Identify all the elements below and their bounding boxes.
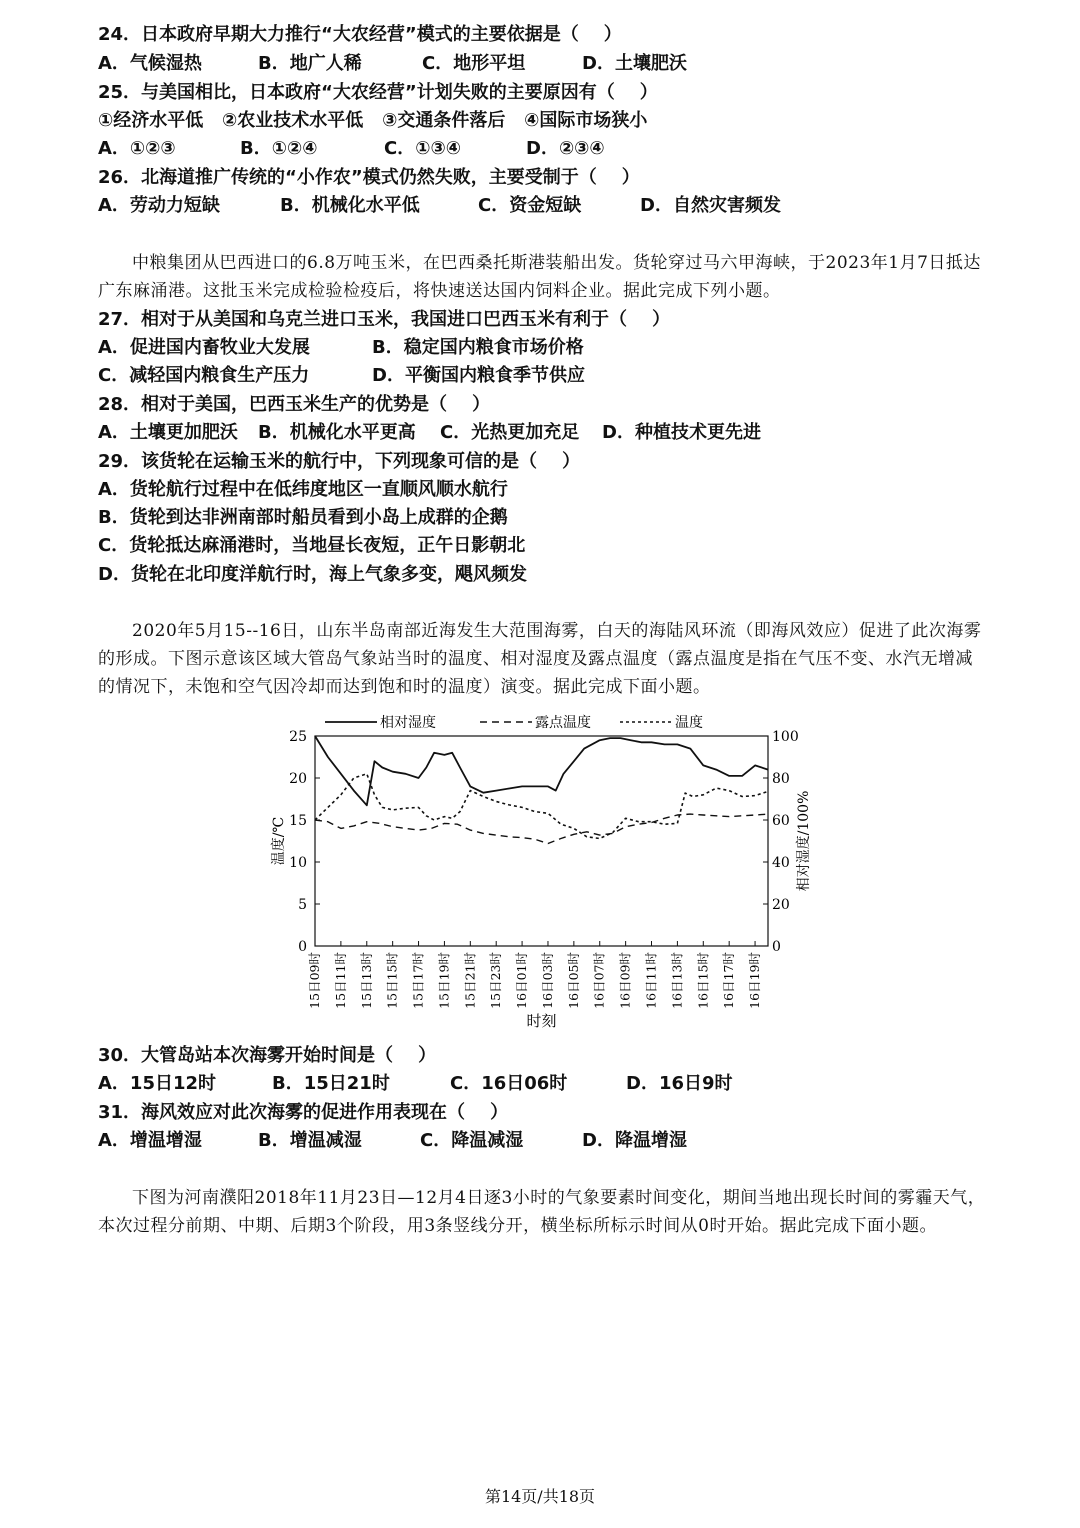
q25-option-b: B．①②④ (240, 138, 318, 159)
right-tick-label: 0 (772, 939, 781, 955)
q24-option-b: B．地广人稀 (258, 53, 362, 74)
legend-label: 温度 (675, 715, 703, 731)
q27-option-d: D．平衡国内粮食季节供应 (372, 365, 585, 386)
x-tick-label: 15日15时 (384, 952, 400, 1009)
x-tick-label: 16日17时 (721, 952, 737, 1009)
page-footer: 第14页/共18页 (484, 1487, 596, 1506)
left-tick-label: 0 (298, 939, 307, 955)
x-tick-label: 16日01时 (514, 952, 530, 1009)
q24-option-d: D．土壤肥沃 (582, 53, 687, 74)
x-axis-title: 时刻 (526, 1012, 557, 1030)
right-tick-label: 40 (772, 855, 790, 871)
q26-stem: 26．北海道推广传统的“小作农”模式仍然失败，主要受制于（ ） (98, 167, 640, 188)
q26-option-c: C．资金短缺 (478, 195, 582, 216)
right-tick-label: 60 (772, 813, 790, 829)
q25-option-a: A．①②③ (98, 138, 176, 159)
q28-option-b: B．机械化水平更高 (258, 422, 416, 443)
q28-stem: 28．相对于美国，巴西玉米生产的优势是（ ） (98, 394, 491, 415)
right-tick-label: 20 (772, 897, 790, 913)
x-tick-label: 16日07时 (591, 952, 607, 1009)
passage-sea-fog: 2020年5月15--16日，山东半岛南部近海发生大范围海雾，白天的海陆风环流（即海风效应）促进了此次海雾的形成。下图示意该区域大管岛气象站当时的温度、相对湿度及露点温度（露点温度是指在气压不变、水汽无增减的情况下，未饱和空气因冷却而达到饱和时的温度）演变。据此完成下面小题。 (98, 621, 982, 697)
x-tick-label: 15日11时 (332, 952, 348, 1009)
q27-option-c: C．减轻国内粮食生产压力 (98, 365, 310, 386)
x-tick-label: 15日09时 (307, 952, 322, 1009)
left-tick-label: 10 (289, 855, 307, 871)
legend-label: 露点温度 (535, 715, 591, 731)
left-tick-label: 20 (289, 771, 307, 787)
q28-option-d: D．种植技术更先进 (602, 422, 761, 443)
x-tick-label: 16日09时 (617, 952, 633, 1009)
series-line-dotted (315, 774, 768, 839)
q26-option-d: D．自然灾害频发 (640, 195, 781, 216)
q27-option-b: B．稳定国内粮食市场价格 (372, 337, 584, 358)
q25-option-d: D．②③④ (526, 138, 605, 159)
q28-option-c: C．光热更加充足 (440, 422, 580, 443)
q30-option-a: A．15日12时 (98, 1073, 217, 1094)
right-tick-label: 80 (772, 771, 790, 787)
right-tick-label: 100 (772, 729, 799, 745)
q30-option-d: D．16日9时 (626, 1073, 733, 1094)
x-tick-label: 15日17时 (410, 952, 426, 1009)
q29-stem: 29．该货轮在运输玉米的航行中，下列现象可信的是（ ） (98, 451, 581, 472)
q28-option-a: A．土壤更加肥沃 (98, 422, 238, 443)
q27-stem: 27．相对于从美国和乌克兰进口玉米，我国进口巴西玉米有利于（ ） (98, 309, 671, 330)
q30-option-c: C．16日06时 (450, 1073, 568, 1094)
x-tick-label: 16日19时 (747, 952, 763, 1009)
x-tick-label: 16日13时 (669, 952, 685, 1009)
passage-haze: 下图为河南濮阳2018年11月23日—12月4日逐3小时的气象要素时间变化，期间当地出现长时间的雾霾天气，本次过程分前期、中期、后期3个阶段，用3条竖线分开，横坐标所标示时间从0时开始。据此完成下面小题。 (98, 1188, 986, 1236)
x-tick-label: 15日19时 (436, 952, 452, 1009)
q31-option-d: D．降温增湿 (582, 1130, 687, 1151)
x-tick-label: 15日23时 (488, 952, 504, 1009)
q25-items: ①经济水平低 ②农业技术水平低 ③交通条件落后 ④国际市场狭小 (98, 110, 648, 131)
q27-option-a: A．促进国内畜牧业大发展 (98, 337, 310, 358)
q26-option-a: A．劳动力短缺 (98, 195, 220, 216)
q31-option-c: C．降温减湿 (420, 1130, 524, 1151)
q24-option-c: C．地形平坦 (422, 53, 526, 74)
q29-option-d: D．货轮在北印度洋航行时，海上气象多变，飓风频发 (98, 564, 527, 585)
left-tick-label: 15 (289, 813, 307, 829)
q24-stem: 24．日本政府早期大力推行“大农经营”模式的主要依据是（ ） (98, 24, 622, 45)
y-axis-right-title: 相对湿度/100% (796, 790, 812, 892)
series-line-solid (315, 736, 768, 805)
legend-label: 相对湿度 (380, 715, 436, 731)
y-axis-left-title: 温度/℃ (271, 816, 287, 866)
x-tick-label: 16日03时 (539, 952, 555, 1009)
x-tick-label: 16日15时 (695, 952, 711, 1009)
q30-option-b: B．15日21时 (272, 1073, 390, 1094)
q29-option-b: B．货轮到达非洲南部时船员看到小岛上成群的企鹅 (98, 507, 508, 528)
x-tick-label: 15日13时 (358, 952, 374, 1009)
left-tick-label: 25 (289, 729, 307, 745)
q29-option-a: A．货轮航行过程中在低纬度地区一直顺风顺水航行 (98, 479, 508, 500)
q31-stem: 31．海风效应对此次海雾的促进作用表现在（ ） (98, 1102, 509, 1123)
left-tick-label: 5 (298, 897, 307, 913)
q25-stem: 25．与美国相比，日本政府“大农经营”计划失败的主要原因有（ ） (98, 82, 658, 103)
q24-option-a: A．气候湿热 (98, 53, 202, 74)
q31-option-b: B．增温减湿 (258, 1130, 362, 1151)
q30-stem: 30．大管岛站本次海雾开始时间是（ ） (98, 1045, 437, 1066)
series-line-dashed (315, 814, 768, 843)
q29-option-c: C．货轮抵达麻涌港时，当地昼长夜短，正午日影朝北 (98, 535, 526, 556)
sea-fog-chart (260, 708, 820, 1038)
q25-option-c: C．①③④ (384, 138, 461, 159)
x-tick-label: 16日05时 (565, 952, 581, 1009)
x-tick-label: 15日21时 (462, 952, 478, 1009)
q26-option-b: B．机械化水平低 (280, 195, 420, 216)
passage-corn-import: 中粮集团从巴西进口的6.8万吨玉米，在巴西桑托斯港装船出发。货轮穿过马六甲海峡，于2023年1月7日抵达广东麻涌港。这批玉米完成检验检疫后，将快速送达国内饲料企业。据此完成下列小题。 (98, 253, 981, 301)
q31-option-a: A．增温增湿 (98, 1130, 202, 1151)
x-tick-label: 16日11时 (643, 952, 659, 1009)
